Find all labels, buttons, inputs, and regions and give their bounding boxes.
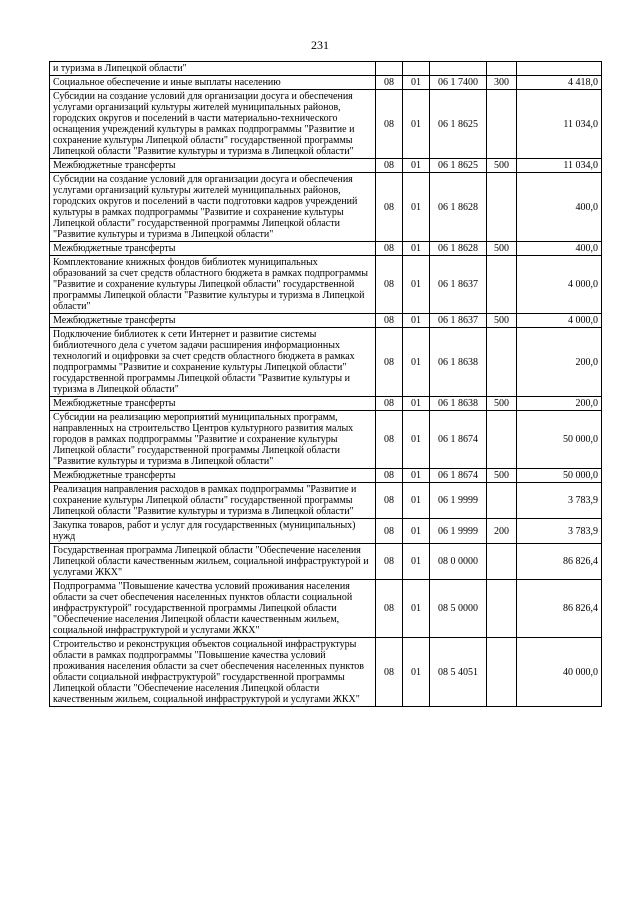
row-target-article: 08 0 0000 bbox=[430, 544, 487, 580]
row-podrazdel: 01 bbox=[403, 328, 430, 397]
row-name: Субсидии на реализацию мероприятий муниципальных программ, направленных на строительство Центров культурного развития малых городов в рамках подпрограммы "Развитие и сохранение культуры Липецкой области" государственной программы Липецкой области "Развитие культуры и туризма в Липецкой области" bbox=[50, 411, 376, 469]
row-target-article: 06 1 8637 bbox=[430, 314, 487, 328]
row-target-article: 06 1 8674 bbox=[430, 469, 487, 483]
row-podrazdel: 01 bbox=[403, 173, 430, 242]
row-name: Социальное обеспечение и иные выплаты населению bbox=[50, 76, 376, 90]
row-sum: 4 000,0 bbox=[517, 314, 602, 328]
row-podrazdel: 01 bbox=[403, 544, 430, 580]
row-podrazdel: 01 bbox=[403, 469, 430, 483]
row-expense-type bbox=[487, 544, 517, 580]
row-name: Государственная программа Липецкой области "Обеспечение населения Липецкой области качественным жильем, социальной инфраструктурой и услугами ЖКХ" bbox=[50, 544, 376, 580]
row-expense-type: 500 bbox=[487, 159, 517, 173]
row-expense-type: 300 bbox=[487, 76, 517, 90]
row-expense-type: 500 bbox=[487, 397, 517, 411]
row-podrazdel: 01 bbox=[403, 580, 430, 638]
row-target-article: 06 1 8628 bbox=[430, 242, 487, 256]
table-row bbox=[50, 242, 602, 256]
row-podrazdel: 01 bbox=[403, 638, 430, 707]
row-razdel: 08 bbox=[376, 256, 403, 314]
row-target-article bbox=[430, 62, 487, 76]
row-sum: 50 000,0 bbox=[517, 469, 602, 483]
row-sum: 86 826,4 bbox=[517, 544, 602, 580]
row-expense-type bbox=[487, 580, 517, 638]
row-name: Строительство и реконструкция объектов социальной инфраструктуры области в рамках подпрограммы "Повышение качества условий проживания населения области за счет обеспечения населенных пунктов области социальной инфраструктурой" государственной программы Липецкой области "Обеспечение населения Липецкой области качественным жильем, социальной инфраструктурой и услугами ЖКХ" bbox=[50, 638, 376, 707]
row-expense-type bbox=[487, 90, 517, 159]
row-target-article: 08 5 0000 bbox=[430, 580, 487, 638]
row-podrazdel: 01 bbox=[403, 76, 430, 90]
row-expense-type bbox=[487, 483, 517, 519]
table-row bbox=[50, 411, 602, 469]
row-razdel: 08 bbox=[376, 638, 403, 707]
row-expense-type bbox=[487, 173, 517, 242]
row-razdel: 08 bbox=[376, 159, 403, 173]
budget-table-body bbox=[50, 62, 602, 707]
row-sum: 11 034,0 bbox=[517, 159, 602, 173]
row-target-article: 06 1 8625 bbox=[430, 90, 487, 159]
row-razdel: 08 bbox=[376, 76, 403, 90]
row-expense-type bbox=[487, 256, 517, 314]
row-target-article: 06 1 9999 bbox=[430, 483, 487, 519]
table-row bbox=[50, 638, 602, 707]
row-razdel: 08 bbox=[376, 90, 403, 159]
row-sum: 3 783,9 bbox=[517, 519, 602, 544]
row-expense-type bbox=[487, 411, 517, 469]
row-target-article: 06 1 9999 bbox=[430, 519, 487, 544]
row-name: Межбюджетные трансферты bbox=[50, 159, 376, 173]
table-row bbox=[50, 314, 602, 328]
row-sum: 50 000,0 bbox=[517, 411, 602, 469]
table-row bbox=[50, 90, 602, 159]
row-target-article: 08 5 4051 bbox=[430, 638, 487, 707]
row-expense-type: 500 bbox=[487, 469, 517, 483]
row-podrazdel: 01 bbox=[403, 256, 430, 314]
row-razdel: 08 bbox=[376, 580, 403, 638]
row-target-article: 06 1 8674 bbox=[430, 411, 487, 469]
row-sum: 4 000,0 bbox=[517, 256, 602, 314]
row-target-article: 06 1 8625 bbox=[430, 159, 487, 173]
row-podrazdel: 01 bbox=[403, 483, 430, 519]
row-name: Межбюджетные трансферты bbox=[50, 397, 376, 411]
table-row bbox=[50, 159, 602, 173]
row-razdel: 08 bbox=[376, 314, 403, 328]
table-row bbox=[50, 173, 602, 242]
row-sum: 40 000,0 bbox=[517, 638, 602, 707]
row-razdel: 08 bbox=[376, 411, 403, 469]
row-name: Реализация направления расходов в рамках подпрограммы "Развитие и сохранение культуры Липецкой области" государственной программы Липецкой области "Развитие культуры и туризма в Липецкой области" bbox=[50, 483, 376, 519]
row-podrazdel: 01 bbox=[403, 411, 430, 469]
row-sum: 200,0 bbox=[517, 328, 602, 397]
page-number: 231 bbox=[311, 38, 329, 52]
table-row bbox=[50, 328, 602, 397]
row-razdel: 08 bbox=[376, 483, 403, 519]
row-podrazdel: 01 bbox=[403, 519, 430, 544]
row-name: Комплектование книжных фондов библиотек муниципальных образований за счет средств областного бюджета в рамках подпрограммы "Развитие и сохранение культуры Липецкой области" государственной программы Липецкой области "Развитие культуры и туризма в Липецкой области" bbox=[50, 256, 376, 314]
row-razdel bbox=[376, 62, 403, 76]
row-sum: 3 783,9 bbox=[517, 483, 602, 519]
row-name: и туризма в Липецкой области" bbox=[50, 62, 376, 76]
row-target-article: 06 1 8628 bbox=[430, 173, 487, 242]
row-podrazdel: 01 bbox=[403, 242, 430, 256]
budget-table bbox=[49, 61, 602, 707]
table-row bbox=[50, 469, 602, 483]
row-expense-type: 200 bbox=[487, 519, 517, 544]
row-sum: 4 418,0 bbox=[517, 76, 602, 90]
table-row bbox=[50, 62, 602, 76]
table-row bbox=[50, 397, 602, 411]
row-podrazdel bbox=[403, 62, 430, 76]
row-expense-type bbox=[487, 638, 517, 707]
row-expense-type bbox=[487, 62, 517, 76]
table-row bbox=[50, 544, 602, 580]
row-podrazdel: 01 bbox=[403, 90, 430, 159]
row-podrazdel: 01 bbox=[403, 159, 430, 173]
row-name: Закупка товаров, работ и услуг для государственных (муниципальных) нужд bbox=[50, 519, 376, 544]
row-sum: 11 034,0 bbox=[517, 90, 602, 159]
row-razdel: 08 bbox=[376, 242, 403, 256]
row-sum: 400,0 bbox=[517, 242, 602, 256]
row-target-article: 06 1 8638 bbox=[430, 397, 487, 411]
row-podrazdel: 01 bbox=[403, 397, 430, 411]
row-razdel: 08 bbox=[376, 544, 403, 580]
table-row bbox=[50, 580, 602, 638]
row-razdel: 08 bbox=[376, 328, 403, 397]
row-name: Субсидии на создание условий для организации досуга и обеспечения услугами организаций культуры жителей муниципальных районов, городских округов и поселений в части материально-технического оснащения учреждений культуры в рамках подпрограммы "Развитие и сохранение культуры Липецкой области" государственной программы Липецкой области "Развитие культуры и туризма в Липецкой области" bbox=[50, 90, 376, 159]
row-name: Межбюджетные трансферты bbox=[50, 469, 376, 483]
row-name: Субсидии на создание условий для организации досуга и обеспечения услугами организаций культуры жителей муниципальных районов, городских округов и поселений в части подготовки кадров учреждений культуры в рамках подпрограммы "Развитие и сохранение культуры Липецкой области" государственной программы Липецкой области "Развитие культуры и туризма в Липецкой области" bbox=[50, 173, 376, 242]
row-name: Подключение библиотек к сети Интернет и развитие системы библиотечного дела с учетом задачи расширения информационных технологий и оцифровки за счет средств областного бюджета в рамках подпрограммы "Развитие и сохранение культуры Липецкой области" государственной программы Липецкой области "Развитие культуры и туризма в Липецкой области" bbox=[50, 328, 376, 397]
row-name: Межбюджетные трансферты bbox=[50, 314, 376, 328]
row-razdel: 08 bbox=[376, 469, 403, 483]
row-podrazdel: 01 bbox=[403, 314, 430, 328]
row-target-article: 06 1 8638 bbox=[430, 328, 487, 397]
row-razdel: 08 bbox=[376, 519, 403, 544]
row-sum: 200,0 bbox=[517, 397, 602, 411]
row-expense-type: 500 bbox=[487, 314, 517, 328]
row-name: Подпрограмма "Повышение качества условий проживания населения области за счет обеспечения населенных пунктов области социальной инфраструктурой" государственной программы Липецкой области "Обеспечение населения Липецкой области качественным жильем, социальной инфраструктурой и услугами ЖКХ" bbox=[50, 580, 376, 638]
row-target-article: 06 1 8637 bbox=[430, 256, 487, 314]
row-sum bbox=[517, 62, 602, 76]
row-expense-type: 500 bbox=[487, 242, 517, 256]
row-razdel: 08 bbox=[376, 173, 403, 242]
row-target-article: 06 1 7400 bbox=[430, 76, 487, 90]
table-row bbox=[50, 256, 602, 314]
table-row bbox=[50, 483, 602, 519]
table-row bbox=[50, 76, 602, 90]
row-razdel: 08 bbox=[376, 397, 403, 411]
row-expense-type bbox=[487, 328, 517, 397]
row-sum: 86 826,4 bbox=[517, 580, 602, 638]
row-name: Межбюджетные трансферты bbox=[50, 242, 376, 256]
table-row bbox=[50, 519, 602, 544]
row-sum: 400,0 bbox=[517, 173, 602, 242]
